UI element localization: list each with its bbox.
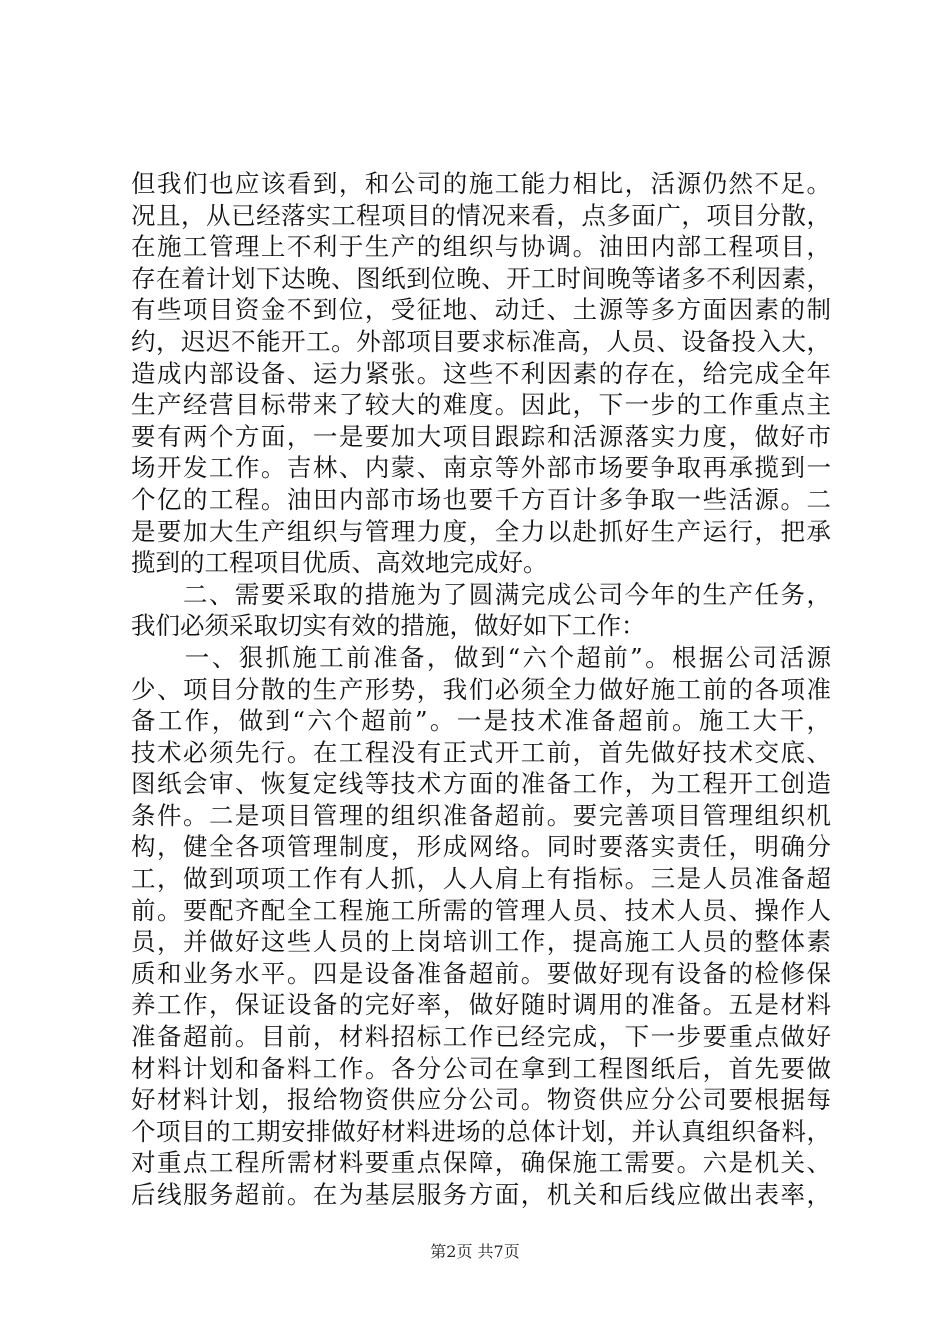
text-line: 存在着计划下达晚、图纸到位晚、开工时间晚等诸多不利因素， (131, 263, 831, 293)
text-line: 况且，从已经落实工程项目的情况来看，点多面广，项目分散， (131, 200, 831, 230)
text-line: 一、狠抓施工前准备，做到“六个超前”。根据公司活源 (131, 642, 831, 672)
text-line: 对重点工程所需材料要重点保障，确保施工需要。六是机关、 (131, 1148, 831, 1178)
text-line: 技术必须先行。在工程没有正式开工前，首先做好技术交底、 (131, 737, 831, 767)
text-line: 场开发工作。吉林、内蒙、南京等外部市场要争取再承揽到一 (131, 453, 831, 483)
text-line: 好材料计划，报给物资供应分公司。物资供应分公司要根据每 (131, 1085, 831, 1115)
text-line: 后线服务超前。在为基层服务方面，机关和后线应做出表率， (131, 1180, 831, 1209)
text-line: 构，健全各项管理制度，形成网络。同时要落实责任，明确分 (131, 832, 831, 862)
text-line: 我们必须采取切实有效的措施，做好如下工作： (131, 611, 646, 641)
text-line: 在施工管理上不利于生产的组织与协调。油田内部工程项目， (131, 232, 831, 262)
text-line: 准备超前。目前，材料招标工作已经完成，下一步要重点做好 (131, 1022, 831, 1052)
text-line: 前。要配齐配全工程施工所需的管理人员、技术人员、操作人 (131, 895, 831, 925)
text-line: 个项目的工期安排做好材料进场的总体计划，并认真组织备料， (131, 1116, 831, 1146)
text-line: 质和业务水平。四是设备准备超前。要做好现有设备的检修保 (131, 958, 831, 988)
text-line: 造成内部设备、运力紧张。这些不利因素的存在，给完成全年 (131, 358, 831, 388)
text-line: 备工作，做到“六个超前”。一是技术准备超前。施工大干， (131, 706, 831, 736)
text-line: 但我们也应该看到，和公司的施工能力相比，活源仍然不足。 (131, 169, 831, 198)
text-line: 材料计划和备料工作。各分公司在拿到工程图纸后，首先要做 (131, 1053, 831, 1083)
text-line: 生产经营目标带来了较大的难度。因此，下一步的工作重点主 (131, 390, 831, 420)
text-line: 揽到的工程项目优质、高效地完成好。 (131, 548, 548, 578)
text-line: 有些项目资金不到位，受征地、动迁、土源等多方面因素的制 (131, 295, 831, 325)
text-line: 要有两个方面，一是要加大项目跟踪和活源落实力度，做好市 (131, 421, 831, 451)
text-line: 员，并做好这些人员的上岗培训工作，提高施工人员的整体素 (131, 927, 831, 957)
text-line: 个亿的工程。油田内部市场也要千方百计多争取一些活源。二 (131, 484, 831, 514)
text-line: 少、项目分散的生产形势，我们必须全力做好施工前的各项准 (131, 674, 831, 704)
text-line: 条件。二是项目管理的组织准备超前。要完善项目管理组织机 (131, 800, 831, 830)
text-line: 图纸会审、恢复定线等技术方面的准备工作，为工程开工创造 (131, 769, 831, 799)
body-text (131, 168, 831, 1211)
text-line: 是要加大生产组织与管理力度，全力以赴抓好生产运行，把承 (131, 516, 831, 546)
text-line: 工，做到项项工作有人抓，人人肩上有指标。三是人员准备超 (131, 864, 831, 894)
page-number-footer: 第2页 共7页 (430, 1242, 520, 1261)
text-line: 约，迟迟不能开工。外部项目要求标准高，人员、设备投入大， (131, 326, 831, 356)
text-line: 二、需要采取的措施为了圆满完成公司今年的生产任务， (131, 579, 831, 609)
text-line: 养工作，保证设备的完好率，做好随时调用的准备。五是材料 (131, 990, 831, 1020)
